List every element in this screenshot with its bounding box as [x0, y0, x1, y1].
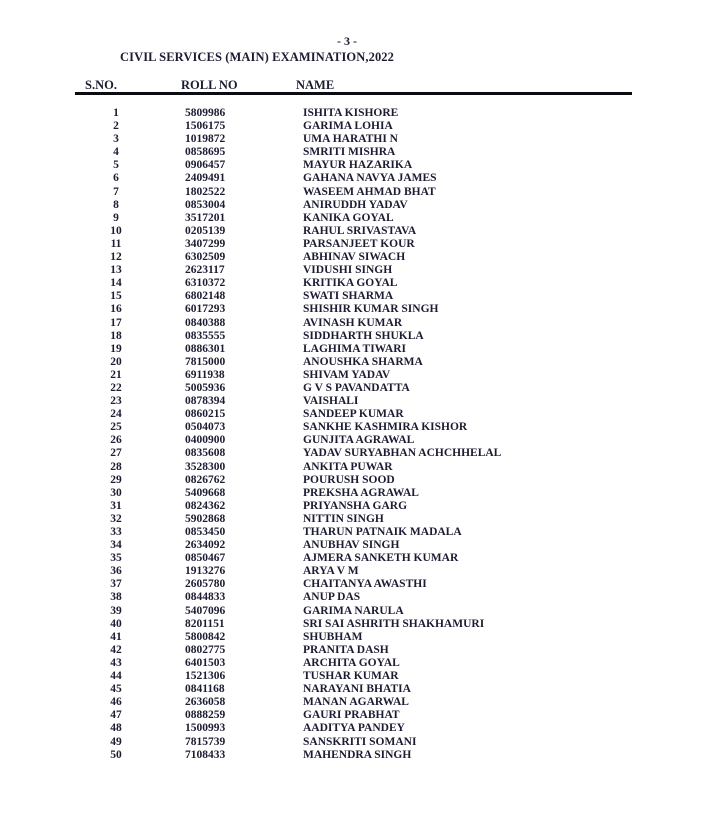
table-row: [0, 330, 707, 343]
roll-cell: 5409668: [185, 486, 226, 499]
roll-cell: 0835555: [185, 329, 226, 342]
table-row: [0, 722, 707, 735]
table-row: [0, 395, 707, 408]
sno-cell: 4: [113, 146, 119, 159]
name-cell: PRANITA DASH: [303, 643, 389, 656]
column-header-name: NAME: [296, 78, 335, 92]
roll-cell: 1913276: [185, 565, 226, 578]
name-cell: SMRITI MISHRA: [303, 146, 396, 159]
sno-cell: 22: [110, 381, 122, 394]
roll-cell: 6911938: [185, 368, 225, 381]
roll-cell: 0858695: [185, 146, 226, 159]
roll-cell: 0841168: [185, 683, 225, 696]
roll-cell: 0844833: [185, 591, 226, 604]
name-cell: GARIMA NARULA: [303, 604, 404, 617]
name-cell: ISHITA KISHORE: [303, 107, 399, 119]
sno-cell: 35: [110, 552, 122, 565]
sno-cell: 39: [110, 604, 122, 617]
table-row: [0, 251, 707, 264]
table-row: [0, 408, 707, 421]
name-cell: VIDUSHI SINGH: [303, 264, 393, 277]
sno-cell: 9: [113, 211, 119, 224]
column-header-sno: S.NO.: [85, 78, 117, 92]
name-cell: KRITIKA GOYAL: [303, 277, 398, 290]
name-cell: PARSANJEET KOUR: [303, 237, 415, 250]
name-cell: MANAN AGARWAL: [303, 696, 409, 709]
sno-cell: 2: [113, 120, 119, 133]
sno-cell: 43: [110, 656, 122, 669]
table-row: [0, 434, 707, 447]
name-cell: WASEEM AHMAD BHAT: [303, 185, 436, 198]
sno-cell: 15: [110, 290, 122, 303]
name-cell: GUNJITA AGRAWAL: [303, 434, 415, 447]
name-cell: UMA HARATHI N: [303, 133, 398, 146]
roll-cell: 2623117: [185, 264, 225, 277]
roll-cell: 2634092: [185, 539, 226, 552]
roll-cell: 2636058: [185, 696, 226, 709]
sno-cell: 5: [113, 159, 119, 172]
name-cell: SRI SAI ASHRITH SHAKHAMURI: [303, 617, 485, 630]
table-row: [0, 303, 707, 316]
roll-cell: 0205139: [185, 224, 226, 237]
sno-cell: 48: [110, 722, 122, 735]
roll-cell: 5407096: [185, 604, 226, 617]
sno-cell: 17: [110, 316, 122, 329]
table-row: [0, 683, 707, 696]
sno-cell: 38: [110, 591, 122, 604]
name-cell: GAHANA NAVYA JAMES: [303, 172, 437, 185]
sno-cell: 28: [110, 460, 122, 473]
sno-cell: 7: [113, 185, 119, 198]
name-cell: PREKSHA AGRAWAL: [303, 486, 419, 499]
name-cell: VAISHALI: [303, 395, 359, 408]
name-cell: TUSHAR KUMAR: [303, 670, 399, 683]
sno-cell: 44: [110, 670, 122, 683]
roll-cell: 0906457: [185, 159, 226, 172]
sno-cell: 3: [113, 133, 119, 146]
roll-cell: 0860215: [185, 408, 226, 421]
sno-cell: 21: [110, 368, 122, 381]
name-cell: NARAYANI BHATIA: [303, 683, 411, 696]
table-row: [0, 107, 707, 120]
name-cell: CHAITANYA AWASTHI: [303, 578, 427, 591]
name-cell: ARCHITA GOYAL: [303, 656, 400, 669]
table-row: [0, 631, 707, 644]
roll-cell: 0840388: [185, 316, 226, 329]
table-row: [0, 487, 707, 500]
table-row: [0, 277, 707, 290]
roll-cell: 6802148: [185, 290, 226, 303]
name-cell: AJMERA SANKETH KUMAR: [303, 552, 459, 565]
sno-cell: 1: [113, 107, 119, 119]
name-cell: SHISHIR KUMAR SINGH: [303, 303, 439, 316]
sno-cell: 12: [110, 251, 122, 264]
name-cell: THARUN PATNAIK MADALA: [303, 526, 462, 538]
sno-cell: 50: [110, 748, 122, 761]
sno-cell: 46: [110, 696, 122, 709]
table-row: [0, 120, 707, 133]
sno-cell: 36: [110, 565, 122, 578]
name-cell: ANUP DAS: [303, 591, 361, 604]
name-cell: SANSKRITI SOMANI: [303, 735, 417, 748]
roll-cell: 0826762: [185, 473, 226, 486]
name-cell: YADAV SURYABHAN ACHCHHELAL: [303, 447, 502, 460]
sno-cell: 47: [110, 709, 122, 722]
table-row: [0, 565, 707, 578]
sno-cell: 11: [110, 237, 122, 250]
results-table-body: [0, 107, 707, 762]
table-row: [0, 212, 707, 225]
table-row: [0, 238, 707, 251]
table-row: [0, 749, 707, 762]
roll-cell: 1521306: [185, 670, 226, 683]
name-cell: MAHENDRA SINGH: [303, 748, 412, 761]
roll-cell: 3517201: [185, 211, 226, 224]
roll-cell: 1019872: [185, 133, 226, 146]
name-cell: GAURI PRABHAT: [303, 709, 400, 722]
table-row: [0, 696, 707, 709]
sno-cell: 41: [110, 630, 122, 643]
roll-cell: 5800842: [185, 630, 226, 643]
roll-cell: 0853004: [185, 198, 226, 211]
roll-cell: 0504073: [185, 421, 226, 434]
name-cell: ANOUSHKA SHARMA: [303, 355, 423, 368]
roll-cell: 0835608: [185, 447, 226, 460]
name-cell: KANIKA GOYAL: [303, 211, 394, 224]
roll-cell: 7815739: [185, 735, 226, 748]
roll-cell: 0824362: [185, 499, 226, 512]
header-divider-rule: [75, 92, 632, 95]
table-row: [0, 447, 707, 460]
table-row: [0, 343, 707, 356]
sno-cell: 13: [110, 264, 122, 277]
roll-cell: 6401503: [185, 656, 226, 669]
table-row: [0, 421, 707, 434]
roll-cell: 0853450: [185, 526, 226, 538]
table-row: [0, 736, 707, 749]
table-row: [0, 186, 707, 199]
roll-cell: 6310372: [185, 277, 226, 290]
sno-cell: 19: [110, 342, 122, 355]
sno-cell: 14: [110, 277, 122, 290]
table-row: [0, 264, 707, 277]
table-row: [0, 552, 707, 565]
sno-cell: 33: [110, 526, 122, 538]
name-cell: SHIVAM YADAV: [303, 368, 391, 381]
roll-cell: 6302509: [185, 251, 226, 264]
sno-cell: 32: [110, 512, 122, 525]
name-cell: ANUBHAV SINGH: [303, 539, 400, 552]
roll-cell: 7108433: [185, 748, 226, 761]
name-cell: G V S PAVANDATTA: [303, 381, 410, 394]
sno-cell: 18: [110, 329, 122, 342]
sno-cell: 26: [110, 434, 122, 447]
name-cell: AADITYA PANDEY: [303, 722, 405, 735]
name-cell: SWATI SHARMA: [303, 290, 394, 303]
roll-cell: 0888259: [185, 709, 226, 722]
table-row: [0, 317, 707, 330]
name-cell: ARYA V M: [303, 565, 359, 578]
roll-cell: 1506175: [185, 120, 226, 133]
table-row: [0, 369, 707, 382]
name-cell: PRIYANSHA GARG: [303, 499, 408, 512]
roll-cell: 5809986: [185, 107, 226, 119]
sno-cell: 16: [110, 303, 122, 316]
sno-cell: 40: [110, 617, 122, 630]
table-row: [0, 657, 707, 670]
roll-cell: 0802775: [185, 643, 226, 656]
sno-cell: 29: [110, 473, 122, 486]
roll-cell: 7815000: [185, 355, 226, 368]
sno-cell: 34: [110, 539, 122, 552]
name-cell: NITTIN SINGH: [303, 512, 384, 525]
name-cell: SIDDHARTH SHUKLA: [303, 329, 424, 342]
name-cell: SHUBHAM: [303, 630, 363, 643]
table-row: [0, 526, 707, 539]
sno-cell: 25: [110, 421, 122, 434]
sno-cell: 20: [110, 355, 122, 368]
table-row: [0, 225, 707, 238]
table-row: [0, 591, 707, 604]
name-cell: RAHUL SRIVASTAVA: [303, 224, 417, 237]
table-row: [0, 644, 707, 657]
roll-cell: 0886301: [185, 342, 226, 355]
sno-cell: 45: [110, 683, 122, 696]
table-row: [0, 199, 707, 212]
roll-cell: 1802522: [185, 185, 226, 198]
name-cell: LAGHIMA TIWARI: [303, 342, 406, 355]
roll-cell: 3528300: [185, 460, 226, 473]
page-number: - 3 -: [337, 34, 357, 48]
roll-cell: 5902868: [185, 512, 226, 525]
name-cell: ANIRUDDH YADAV: [303, 198, 408, 211]
roll-cell: 0400900: [185, 434, 226, 447]
sno-cell: 10: [110, 224, 122, 237]
table-row: [0, 618, 707, 631]
sno-cell: 23: [110, 395, 122, 408]
table-row: [0, 133, 707, 146]
roll-cell: 0850467: [185, 552, 226, 565]
sno-cell: 8: [113, 198, 119, 211]
roll-cell: 6017293: [185, 303, 226, 316]
name-cell: ANKITA PUWAR: [303, 460, 393, 473]
sno-cell: 6: [113, 172, 119, 185]
table-row: [0, 461, 707, 474]
table-row: [0, 356, 707, 369]
name-cell: MAYUR HAZARIKA: [303, 159, 413, 172]
roll-cell: 2605780: [185, 578, 226, 591]
table-row: [0, 382, 707, 395]
sno-cell: 37: [110, 578, 122, 591]
roll-cell: 2409491: [185, 172, 226, 185]
sno-cell: 49: [110, 735, 122, 748]
table-row: [0, 159, 707, 172]
name-cell: SANKHE KASHMIRA KISHOR: [303, 421, 468, 434]
roll-cell: 8201151: [185, 617, 225, 630]
column-header-roll-no: ROLL NO: [181, 78, 238, 92]
table-row: [0, 474, 707, 487]
roll-cell: 1500993: [185, 722, 226, 735]
name-cell: GARIMA LOHIA: [303, 120, 393, 133]
name-cell: AVINASH KUMAR: [303, 316, 403, 329]
roll-cell: 3407299: [185, 237, 226, 250]
roll-cell: 5005936: [185, 381, 226, 394]
table-row: [0, 670, 707, 683]
sno-cell: 31: [110, 499, 122, 512]
table-row: [0, 539, 707, 552]
table-row: [0, 146, 707, 159]
table-row: [0, 172, 707, 185]
roll-cell: 0878394: [185, 395, 226, 408]
sno-cell: 27: [110, 447, 122, 460]
table-row: [0, 578, 707, 591]
sno-cell: 42: [110, 643, 122, 656]
document-title: CIVIL SERVICES (MAIN) EXAMINATION,2022: [120, 50, 394, 64]
table-row: [0, 500, 707, 513]
table-row: [0, 605, 707, 618]
sno-cell: 30: [110, 486, 122, 499]
name-cell: POURUSH SOOD: [303, 473, 395, 486]
table-row: [0, 709, 707, 722]
name-cell: SANDEEP KUMAR: [303, 408, 404, 421]
sno-cell: 24: [110, 408, 122, 421]
table-row: [0, 290, 707, 303]
name-cell: ABHINAV SIWACH: [303, 251, 406, 264]
table-row: [0, 513, 707, 526]
